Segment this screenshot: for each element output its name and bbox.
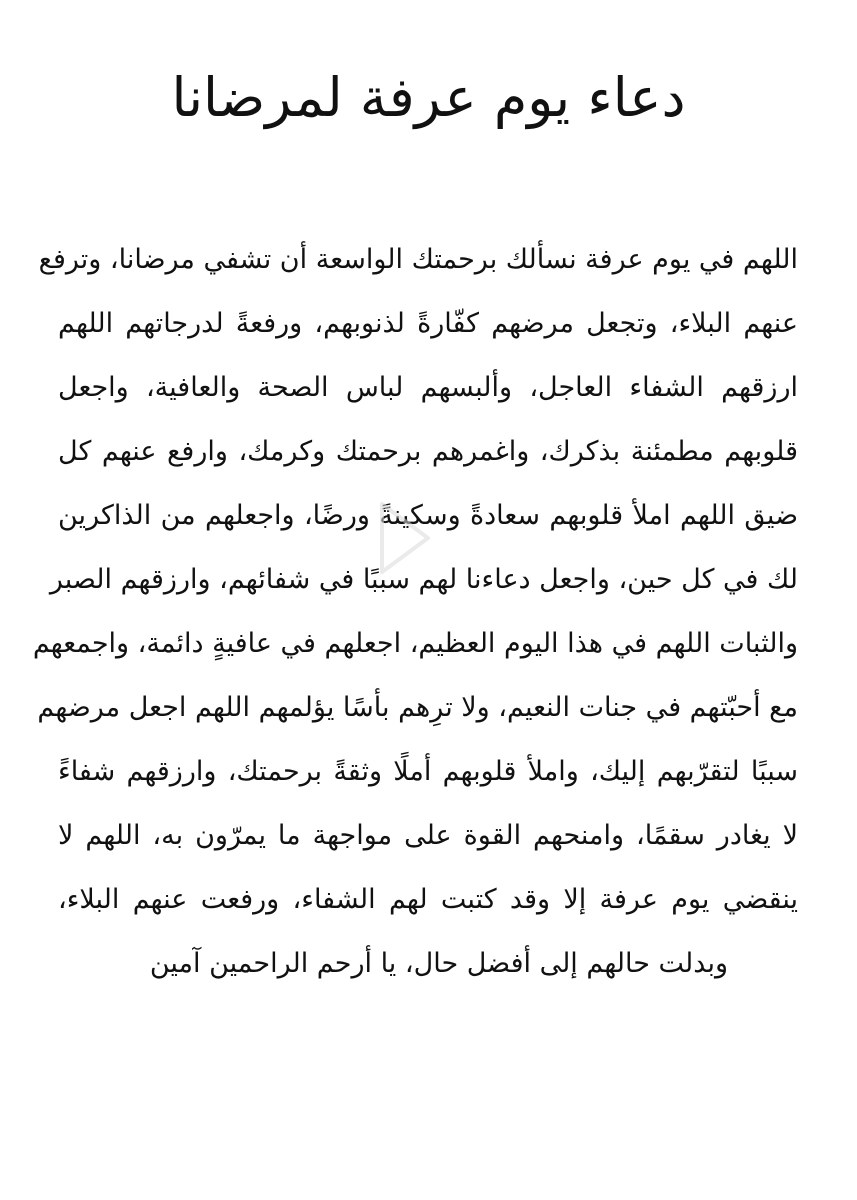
play-icon[interactable] [374,498,434,578]
text-line: قلوبهم مطمئنة بذكرك، واغمرهم برحمتك وكرمك، وارفع عنهم كل [58,436,798,467]
text-line: لك في كل حين، واجعل دعاءنا لهم سببًا في شفائهم، وارزقهم الصبر [49,564,798,595]
prayer-text [32,228,798,996]
text-line: ينقضي يوم عرفة إلا وقد كتبت لهم الشفاء، ورفعت عنهم البلاء، [58,884,798,915]
text-line: ضيق اللهم املأ قلوبهم سعادةً وسكينةً ورضًا، واجعلهم من الذاكرين [58,500,798,531]
text-line: عنهم البلاء، وتجعل مرضهم كفّارةً لذنوبهم، ورفعةً لدرجاتهم اللهم [58,308,798,339]
page-title: دعاء يوم عرفة لمرضانا [171,66,686,129]
text-line: اللهم في يوم عرفة نسألك برحمتك الواسعة أن تشفي مرضانا، وترفع [38,244,798,275]
text-line: لا يغادر سقمًا، وامنحهم القوة على مواجهة ما يمرّون به، اللهم لا [58,820,798,851]
text-line: والثبات اللهم في هذا اليوم العظيم، اجعلهم في عافيةٍ دائمة، واجمعهم [32,628,798,659]
text-line: وبدلت حالهم إلى أفضل حال، يا أرحم الراحمين آمين [149,948,728,979]
text-line: سببًا لتقرّبهم إليك، واملأ قلوبهم أملًا وثقةً برحمتك، وارزقهم شفاءً [58,756,798,787]
text-line: ارزقهم الشفاء العاجل، وألبسهم لباس الصحة والعافية، واجعل [58,372,798,403]
text-line: مع أحبّتهم في جنات النعيم، ولا ترِهم بأسًا يؤلمهم اللهم اجعل مرضهم [37,692,798,723]
